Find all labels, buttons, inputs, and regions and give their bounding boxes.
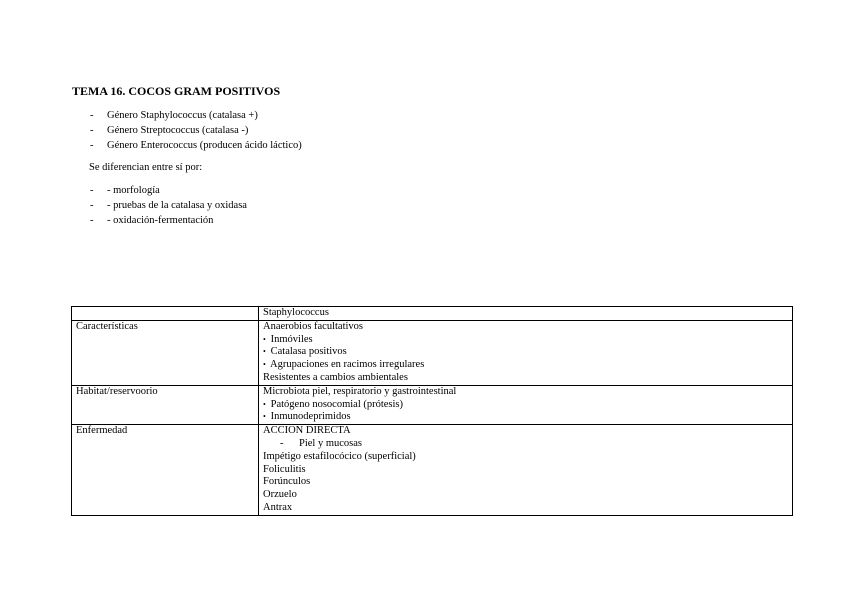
document-title: TEMA 16. COCOS GRAM POSITIVOS bbox=[72, 84, 281, 98]
row-content bbox=[259, 320, 793, 385]
bulleted-line bbox=[263, 359, 792, 372]
list-item-text: Género Streptococcus (catalasa -) bbox=[107, 125, 249, 136]
cell-line-text: Inmóviles bbox=[270, 333, 313, 345]
bullet-icon: • bbox=[263, 412, 266, 422]
bullet-icon: • bbox=[263, 360, 266, 370]
list-item bbox=[90, 123, 302, 138]
list-item-text: - pruebas de la catalasa y oxidasa bbox=[107, 200, 247, 211]
dash-marker: - bbox=[90, 215, 94, 226]
cell-line: Microbiota piel, respiratorio y gastrointestinal bbox=[263, 385, 457, 397]
staphylococcus-table bbox=[71, 306, 793, 516]
table-header-row bbox=[72, 307, 793, 321]
bulleted-line bbox=[263, 346, 792, 359]
cell-line: ACCION DIRECTA bbox=[263, 425, 351, 437]
table-header-cell-empty bbox=[72, 307, 259, 321]
cell-line-text: Piel y mucosas bbox=[299, 437, 362, 449]
sub-item-line bbox=[263, 438, 792, 451]
list-item bbox=[90, 108, 302, 123]
cell-line-text: Inmunodeprimidos bbox=[270, 411, 351, 423]
list-item-text: - oxidación-fermentación bbox=[107, 215, 214, 226]
cell-line-text: Agrupaciones en racimos irregulares bbox=[270, 359, 425, 371]
cell-line: Impétigo estafilocócico (superficial) bbox=[263, 450, 416, 462]
table-header-cell-genus: Staphylococcus bbox=[259, 307, 793, 321]
bullet-icon: • bbox=[263, 334, 266, 344]
row-content bbox=[259, 385, 793, 424]
list-item-text: - morfología bbox=[107, 185, 160, 196]
bulleted-line bbox=[263, 334, 792, 347]
cell-line: Anaerobios facultativos bbox=[263, 320, 364, 332]
bullet-icon: • bbox=[263, 399, 266, 409]
bullet-icon: • bbox=[263, 347, 266, 357]
dash-marker: - bbox=[90, 185, 94, 196]
cell-line: Antrax bbox=[263, 501, 293, 513]
cell-line: Orzuelo bbox=[263, 489, 297, 501]
criteria-list bbox=[90, 183, 247, 228]
list-item-text: Género Staphylococcus (catalasa +) bbox=[107, 110, 258, 121]
table-row-enfermedad bbox=[72, 425, 793, 516]
cell-line-text: Catalasa positivos bbox=[270, 346, 347, 358]
criteria-intro: Se diferencian entre sí por: bbox=[89, 162, 203, 173]
list-item-text: Género Enterococcus (producen ácido láctico) bbox=[107, 140, 302, 151]
list-item bbox=[90, 183, 247, 198]
list-item bbox=[90, 138, 302, 153]
bulleted-line bbox=[263, 399, 792, 412]
dash-marker: - bbox=[90, 140, 94, 151]
table-row-caracteristicas bbox=[72, 320, 793, 385]
dash-marker: - bbox=[280, 437, 284, 449]
table-row-habitat bbox=[72, 385, 793, 424]
list-item bbox=[90, 198, 247, 213]
genera-list bbox=[90, 108, 302, 153]
list-item bbox=[90, 213, 247, 228]
dash-marker: - bbox=[90, 125, 94, 136]
bulleted-line bbox=[263, 411, 792, 424]
cell-line: Forúnculos bbox=[263, 476, 311, 488]
row-label: Enfermedad bbox=[72, 425, 259, 516]
cell-line-text: Patógeno nosocomial (prótesis) bbox=[270, 398, 404, 410]
row-label: Habitat/reservoorio bbox=[72, 385, 259, 424]
cell-line: Resistentes a cambios ambientales bbox=[263, 371, 408, 383]
dash-marker: - bbox=[90, 110, 94, 121]
dash-marker: - bbox=[90, 200, 94, 211]
cell-line: Foliculitis bbox=[263, 463, 306, 475]
row-label: Características bbox=[72, 320, 259, 385]
row-content bbox=[259, 425, 793, 516]
